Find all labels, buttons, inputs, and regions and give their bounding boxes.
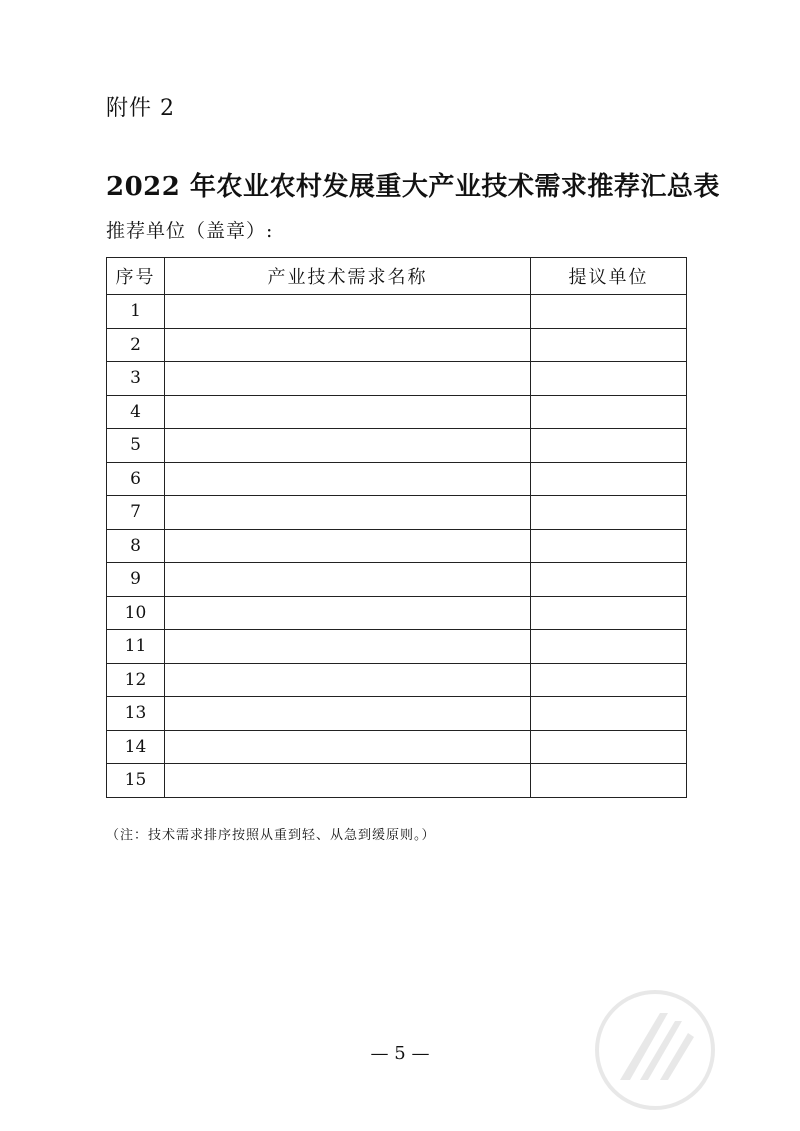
row-unit-cell[interactable] <box>531 429 687 463</box>
row-name-cell[interactable] <box>165 362 531 396</box>
row-name-cell[interactable] <box>165 496 531 530</box>
summary-table <box>106 257 687 798</box>
table-row <box>107 429 687 463</box>
row-unit-cell[interactable] <box>531 697 687 731</box>
row-unit-cell[interactable] <box>531 395 687 429</box>
row-unit-cell[interactable] <box>531 663 687 697</box>
row-unit-cell[interactable] <box>531 529 687 563</box>
page-title: 2022 年农业农村发展重大产业技术需求推荐汇总表 <box>106 172 720 202</box>
row-number: 15 <box>107 764 165 798</box>
footnote: （注：技术需求排序按照从重到轻、从急到缓原则。） <box>106 828 436 843</box>
table-row <box>107 529 687 563</box>
row-number: 11 <box>107 630 165 664</box>
row-name-cell[interactable] <box>165 295 531 329</box>
row-name-cell[interactable] <box>165 395 531 429</box>
table-row <box>107 563 687 597</box>
row-unit-cell[interactable] <box>531 730 687 764</box>
row-number: 10 <box>107 596 165 630</box>
row-name-cell[interactable] <box>165 630 531 664</box>
row-name-cell[interactable] <box>165 663 531 697</box>
row-number: 2 <box>107 328 165 362</box>
table-row <box>107 697 687 731</box>
table-row <box>107 663 687 697</box>
table-header-row <box>107 258 687 295</box>
row-name-cell[interactable] <box>165 462 531 496</box>
table-row <box>107 764 687 798</box>
recommender-label: 推荐单位（盖章）: <box>106 220 274 242</box>
row-name-cell[interactable] <box>165 563 531 597</box>
row-unit-cell[interactable] <box>531 295 687 329</box>
row-number: 1 <box>107 295 165 329</box>
table-body <box>107 295 687 798</box>
row-name-cell[interactable] <box>165 764 531 798</box>
row-name-cell[interactable] <box>165 328 531 362</box>
row-name-cell[interactable] <box>165 697 531 731</box>
row-unit-cell[interactable] <box>531 764 687 798</box>
row-number: 3 <box>107 362 165 396</box>
page-number: — 5 — <box>370 1043 430 1064</box>
row-unit-cell[interactable] <box>531 496 687 530</box>
row-number: 13 <box>107 697 165 731</box>
row-unit-cell[interactable] <box>531 596 687 630</box>
header-unit: 提议单位 <box>531 258 687 295</box>
watermark-logo-icon <box>590 985 720 1115</box>
table-row <box>107 395 687 429</box>
attachment-label: 附件 2 <box>106 96 175 121</box>
row-name-cell[interactable] <box>165 529 531 563</box>
table-row <box>107 362 687 396</box>
table-row <box>107 596 687 630</box>
row-number: 4 <box>107 395 165 429</box>
row-number: 12 <box>107 663 165 697</box>
row-name-cell[interactable] <box>165 596 531 630</box>
header-name: 产业技术需求名称 <box>165 258 531 295</box>
table-row <box>107 295 687 329</box>
row-name-cell[interactable] <box>165 730 531 764</box>
header-number: 序号 <box>107 258 165 295</box>
table-row <box>107 496 687 530</box>
row-unit-cell[interactable] <box>531 630 687 664</box>
table-row <box>107 730 687 764</box>
row-number: 9 <box>107 563 165 597</box>
row-number: 7 <box>107 496 165 530</box>
row-name-cell[interactable] <box>165 429 531 463</box>
row-number: 14 <box>107 730 165 764</box>
row-number: 5 <box>107 429 165 463</box>
table-row <box>107 630 687 664</box>
table-row <box>107 462 687 496</box>
row-unit-cell[interactable] <box>531 328 687 362</box>
row-unit-cell[interactable] <box>531 362 687 396</box>
row-unit-cell[interactable] <box>531 563 687 597</box>
table-row <box>107 328 687 362</box>
row-number: 6 <box>107 462 165 496</box>
row-number: 8 <box>107 529 165 563</box>
row-unit-cell[interactable] <box>531 462 687 496</box>
